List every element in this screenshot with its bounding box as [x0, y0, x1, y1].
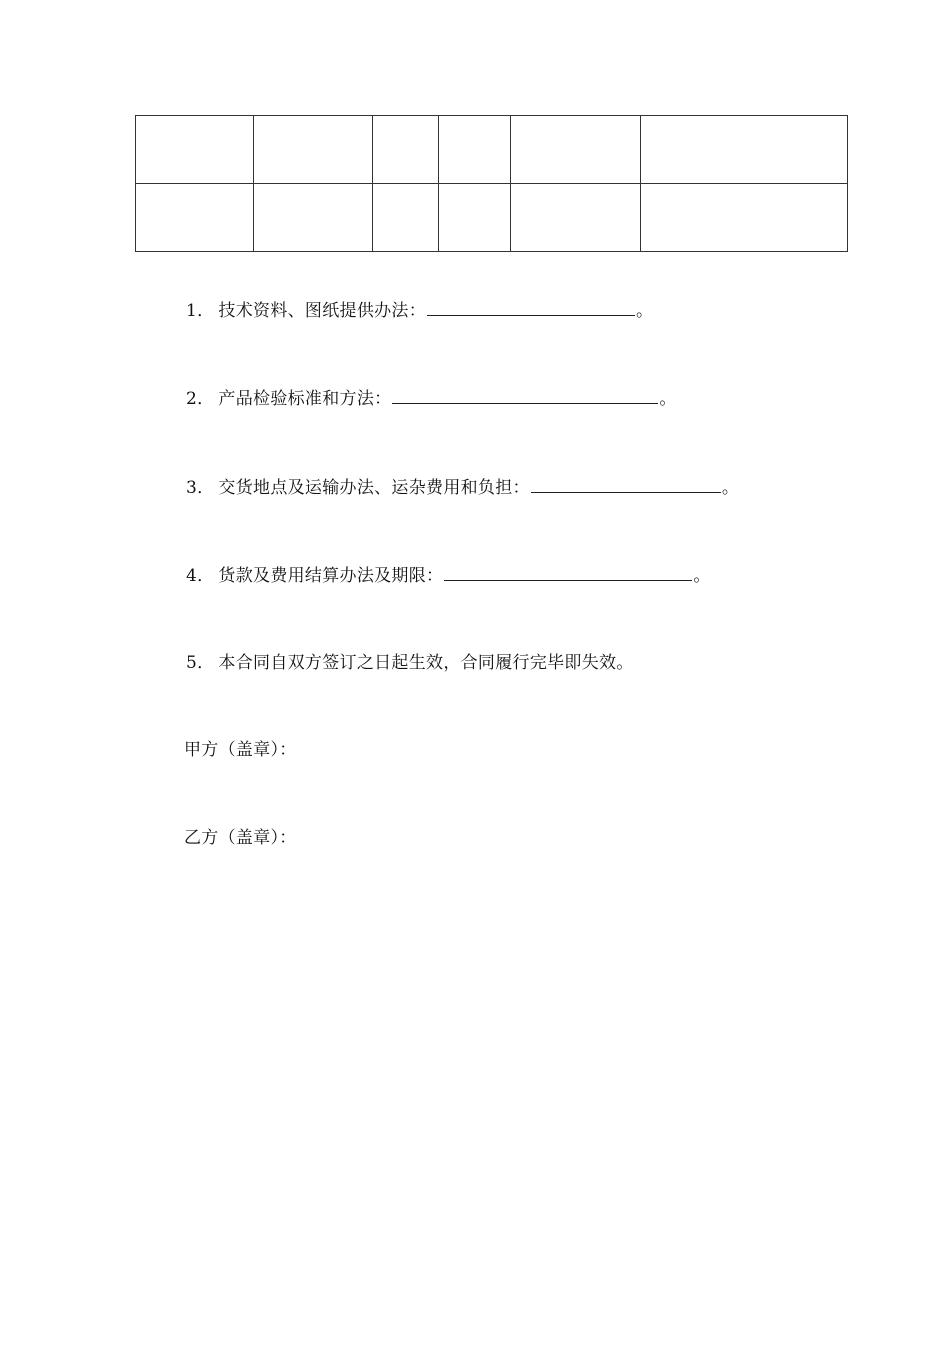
table-cell: [373, 116, 439, 184]
fill-in-blank[interactable]: [427, 300, 635, 316]
clause-1: [186, 300, 653, 322]
table-cell: [641, 184, 848, 252]
table-cell: [254, 116, 373, 184]
clause-number: 3．: [186, 478, 215, 498]
clause-number: 2．: [186, 389, 215, 409]
fill-in-blank[interactable]: [444, 565, 692, 581]
table-cell: [439, 184, 511, 252]
clause-text: 货款及费用结算办法及期限：: [218, 566, 444, 586]
clause-text: 产品检验标准和方法：: [218, 389, 392, 409]
clause-number: 1．: [186, 301, 215, 321]
clause-2: [186, 388, 677, 410]
clause-3: [186, 477, 739, 499]
table-row: [136, 116, 848, 184]
table-cell: [136, 184, 254, 252]
clause-text: 交货地点及运输办法、运杂费用和负担：: [218, 478, 530, 498]
contract-table: [135, 115, 848, 252]
clause-number: 4．: [186, 566, 215, 586]
clause-number: 5．: [186, 653, 215, 673]
table-cell: [373, 184, 439, 252]
table-cell: [641, 116, 848, 184]
clause-end: 。: [636, 301, 654, 321]
clause-end: 。: [721, 478, 740, 498]
table-cell: [439, 116, 511, 184]
fill-in-blank[interactable]: [531, 477, 721, 493]
clause-end: 。: [659, 389, 677, 409]
clause-text: 技术资料、图纸提供办法：: [218, 301, 427, 321]
clause-end: 。: [693, 566, 711, 586]
clause-4: [186, 565, 711, 587]
party-a-signature: 甲方（盖章）：: [184, 740, 297, 760]
table-cell: [511, 116, 641, 184]
table-cell: [254, 184, 373, 252]
party-b-signature: 乙方（盖章）：: [184, 828, 297, 848]
table-row: [136, 184, 848, 252]
clause-5: [186, 652, 634, 674]
table-cell: [136, 116, 254, 184]
clause-text: 本合同自双方签订之日起生效，合同履行完毕即失效。: [218, 653, 634, 673]
table-cell: [511, 184, 641, 252]
fill-in-blank[interactable]: [392, 388, 658, 404]
